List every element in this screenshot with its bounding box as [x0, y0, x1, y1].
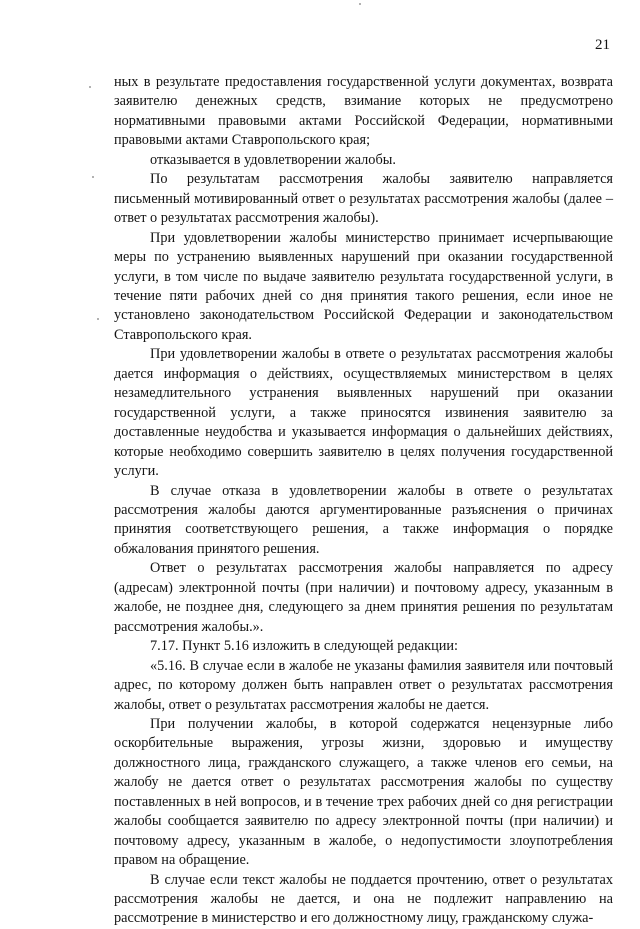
paragraph: При получении жалобы, в которой содержатся нецензурные либо оскорбительные выражения, угрозы жизни, здоровью и имуществу должностного лица, гражданского служащего, а также членов его семьи, на жалобу не дается ответ о результатах рассмотрения жалобы по существу поставленных в ней вопросов, и в течение трех рабочих дней со дня регистрации жалобы сообщается заявителю по адресу электронной почты (при наличии) и почтовому адресу, указанным в жалобе, о недопустимости злоупотребления правом на обращение.: [114, 715, 613, 869]
scan-speck: [359, 3, 361, 5]
paragraph-continuation: ных в результате предоставления государственной услуги документах, возврата заявителю денежных средств, взимание которых не предусмотрено нормативными правовыми актами Российской Федерации, нормативными правовыми актами Ставропольского края;: [114, 74, 613, 149]
scan-speck: [92, 176, 94, 178]
paragraph: 7.17. Пункт 5.16 изложить в следующей редакции:: [150, 638, 459, 655]
paragraph: По результатам рассмотрения жалобы заявителю направляется письменный мотивированный ответ о результатах рассмотрения жалобы (далее – ответ о результатах рассмотрения жалобы).: [114, 171, 613, 227]
paragraph: При удовлетворении жалобы министерство принимает исчерпывающие меры по устранению выявленных нарушений при оказании государственной услуги, в том числе по выдаче заявителю результата государственной услуги, в течение пяти рабочих дней со дня принятия такого решения, если иное не установлено законодательством Российской Федерации и законодательством Ставропольского края.: [114, 229, 613, 343]
scan-speck: [89, 86, 91, 88]
document-body: [114, 73, 613, 929]
paragraph: отказывается в удовлетворении жалобы.: [150, 151, 396, 168]
paragraph: При удовлетворении жалобы в ответе о результатах рассмотрения жалобы дается информация о действиях, осуществляемых министерством в целях незамедлительного устранения выявленных нарушений при оказании государственной услуги, а также приносятся извинения заявителю за доставленные неудобства и указывается информация о дальнейших действиях, которые необходимо совершить заявителю в целях получения государственной услуги.: [114, 346, 613, 480]
paragraph: Ответ о результатах рассмотрения жалобы направляется по адресу (адресам) электронной почты (при наличии) и почтовому адресу, указанным в жалобе, не позднее дня, следующего за днем принятия решения по результатам рассмотрения жалобы.».: [114, 560, 613, 635]
page-number: 21: [595, 37, 610, 53]
paragraph: «5.16. В случае если в жалобе не указаны фамилия заявителя или почтовый адрес, по которому должен быть направлен ответ о результатах рассмотрения жалобы, ответ о результатах рассмотрения жалобы не дается.: [114, 657, 613, 713]
scan-speck: [97, 318, 99, 320]
paragraph: В случае отказа в удовлетворении жалобы в ответе о результатах рассмотрения жалобы даются аргументированные разъяснения о причинах принятия соответствующего решения, а также информация о порядке обжалования принятого решения.: [114, 482, 613, 557]
paragraph: В случае если текст жалобы не поддается прочтению, ответ о результатах рассмотрения жалобы не дается, и она не подлежит направлению на рассмотрение в министерство и его должностному лицу, гражданскому служа-: [114, 871, 613, 927]
